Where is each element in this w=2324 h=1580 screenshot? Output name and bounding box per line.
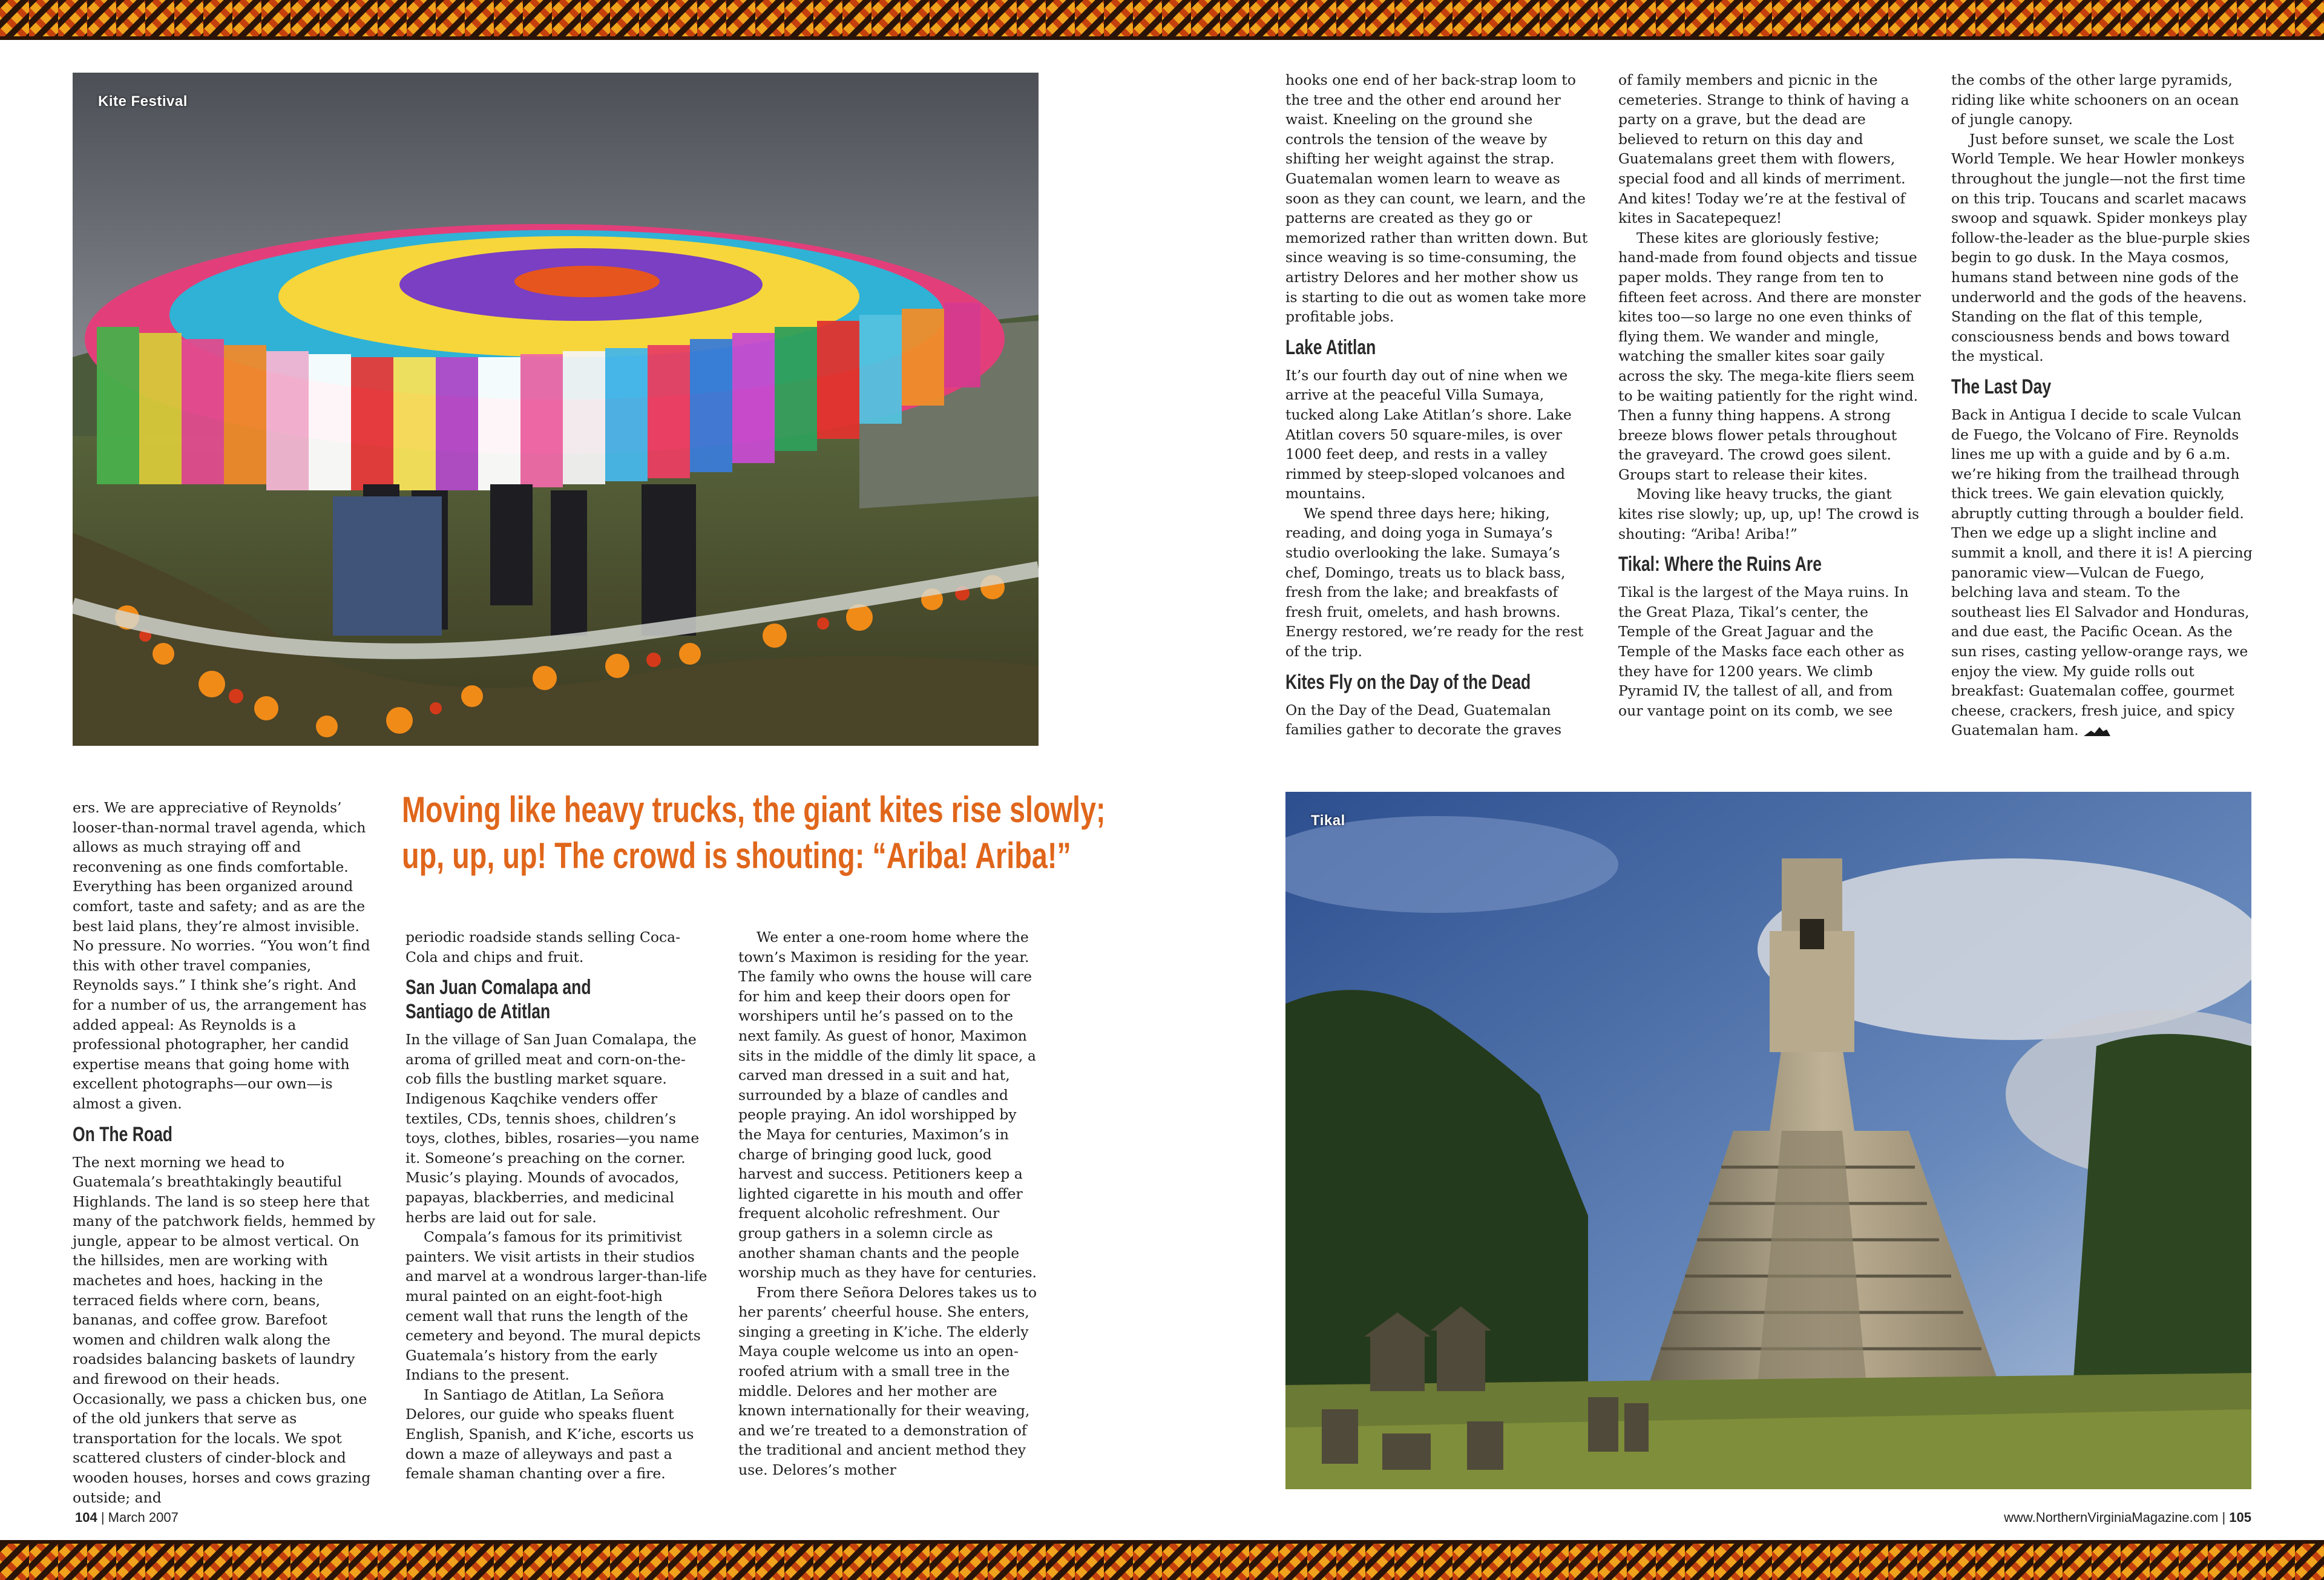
kite-festival-image: [73, 73, 1039, 746]
left-page-column-1: [73, 798, 375, 1507]
right-page-column-3: [1951, 70, 2254, 740]
right-page-column-1: [1285, 70, 1588, 740]
section-heading-tikal: Tikal: Where the Ruins Are: [1618, 553, 1822, 576]
body-paragraph: ers. We are appreciative of Reynolds’ looser-than-normal travel agenda, which allows as much straying off and reconvening as one finds comfortable. Everything has been organized around comfort, taste and safety; and as are the best laid plans, they’re almost invisible. No pressure. No worries. “You won’t find this with other travel companies, Reynolds says.” I think she’s right. And for a number of us, the arrangement has added appeal: As Reynolds is a professional photographer, her candid expertise means that going home with excellent photographs—our own—is almost a given.: [73, 799, 370, 1112]
body-paragraph: We enter a one-room home where the town’s Maximon is residing for the year. The family who owns the house will care for him and keep their doors open for worshipers until he’s passed on to the next family. As guest of honor, Maximon sits in the middle of the dimly lit space, a carved man dressed in a suit and hat, surrounded by a blaze of candles and people praying. An idol worshipped by the Maya for centuries, Maximon’s in charge of bringing good luck, good harvest and success. Petitioners keep a lighted cigarette in his mouth and offer frequent alcoholic refreshment. Our group gathers in a solemn circle as another shaman chants and the people worship much as they have for centuries.: [738, 929, 1037, 1282]
body-paragraph: Compala’s famous for its primitivist painters. We visit artists in their studios and marvel at a wondrous larger-than-life mural painted on an eight-foot-high cement wall that runs the length of the cemetery and beyond. The mural depicts Guatemala’s history from the early Indians to the present.: [405, 1228, 707, 1384]
tikal-temple-photo: [1285, 792, 2251, 1489]
body-paragraph: It’s our fourth day out of nine when we arrive at the peaceful Villa Sumaya, tucked along Lake Atitlan’s shore. Lake Atitlan covers 50 square-miles, is over 1000 feet deep, and rests in a valley rimmed by steep-sloped volcanoes and mountains.: [1285, 366, 1572, 502]
body-paragraph: In Santiago de Atitlan, La Señora Delores, our guide who speaks fluent English, Spanish, and K’iche, escorts us down a maze of alleyways and past a female shaman chanting over a fire.: [405, 1386, 694, 1483]
body-paragraph: Moving like heavy trucks, the giant kites rise slowly; up, up, up! The crowd is shouting: “Ariba! Ariba!”: [1618, 486, 1920, 542]
body-paragraph: From there Señora Delores takes us to her parents’ cheerful house. She enters, singing a greeting in K’iche. The elderly Maya couple welcome us into an open-roofed atrium with a small tree in the middle. Delores and her mother are known internationally for their weaving, and we’re treated to a demonstration of the traditional and ancient method they use. Delores’s mother: [738, 1283, 1037, 1479]
body-paragraph: the combs of the other large pyramids, riding like white schooners on an ocean of jungle canopy.: [1951, 71, 2239, 128]
body-paragraph-text: Back in Antigua I decide to scale Vulcan de Fuego, the Volcano of Fire. Reynolds lines me up with a guide and by 6 a.m. we’re hiking from the trailhead through thick trees. We gain elevation quickly, abruptly cutting through a boulder field. Then we edge up a slight incline and summit a knoll, and there it is! A piercing panoramic view—Vulcan de Fuego, belching lava and steam. To the southeast lies El Salvador and Honduras, and due east, the Pacific Ocean. As the sun rises, casting yellow-orange rays, we enjoy the view. My guide rolls out breakfast: Guatemalan coffee, gourmet cheese, crackers, fresh juice, and spicy Guatemalan ham.: [1951, 406, 2253, 739]
pull-quote: [402, 787, 1106, 879]
section-heading-san-juan-line-2: Santiago de Atitlan: [405, 1000, 551, 1024]
left-page-number: 104: [75, 1510, 97, 1525]
left-page-column-3: [738, 927, 1041, 1480]
body-paragraph: We spend three days here; hiking, reading, and doing yoga in Sumaya’s studio overlooking the lake. Sumaya’s chef, Domingo, treats us to black bass, fresh from the lake; and breakfasts of fresh fruit, omelets, and hash browns. Energy restored, we’re ready for the rest of the trip.: [1285, 504, 1584, 660]
body-paragraph: In the village of San Juan Comalapa, the aroma of grilled meat and corn-on-the-cob fills the bustling market square. Indigenous Kaqchike venders offer textiles, CDs, tennis shoes, children’s toys, clothes, bibles, rosaries—you name it. Someone’s preaching on the corner. Music’s playing. Mounds of avocados, papayas, blackberries, and medicinal herbs are laid out for sale.: [405, 1031, 700, 1226]
kite-photo-caption: Kite Festival: [98, 93, 188, 110]
tikal-image: [1285, 792, 2251, 1489]
body-paragraph: These kites are gloriously festive; hand-made from found objects and tissue paper molds. They range from ten to fifteen feet across. And there are monster kites too—so large no one even thinks of flying them. We wander and mingle, watching the smaller kites soar gaily across the sky. The mega-kite fliers seem to be waiting patiently for the right wind. Then a funny thing happens. A strong breeze blows flower petals throughout the graveyard. The crowd goes silent. Groups start to release their kites.: [1618, 229, 1921, 483]
body-paragraph: Just before sunset, we scale the Lost World Temple. We hear Howler monkeys throughout the jungle—not the first time on this trip. Toucans and scarlet macaws swoop and squawk. Spider monkeys play follow-the-leader as the blue-purple skies begin to go dusk. In the Maya cosmos, humans stand between nine gods of the underworld and the gods of the heavens. Standing on the flat of this temple, consciousness bends and bows toward the mystical.: [1951, 130, 2250, 365]
left-page-column-2: [405, 927, 708, 1484]
section-heading-kites-fly: Kites Fly on the Day of the Dead: [1285, 670, 1531, 694]
body-paragraph: [1951, 405, 2254, 740]
kite-festival-photo: [73, 73, 1039, 746]
pull-quote-line-1: Moving like heavy trucks, the giant kites rise slowly;: [402, 789, 1106, 830]
right-page-number: 105: [2229, 1510, 2251, 1525]
left-page-folio: [75, 1510, 179, 1526]
top-decorative-border: [0, 0, 2324, 36]
right-page-folio: [2004, 1510, 2251, 1526]
body-paragraph: of family members and picnic in the cemeteries. Strange to think of having a party on a grave, but the dead are believed to return on this day and Guatemalans greet them with flowers, special food and all kinds of merriment. And kites! Today we’re at the festival of kites in Sacatepequez!: [1618, 71, 1909, 227]
pull-quote-line-2: up, up, up! The crowd is shouting: “Ariba! Ariba!”: [402, 835, 1071, 876]
bottom-border-rule: [0, 1540, 2324, 1544]
magazine-website: www.NorthernVirginiaMagazine.com |: [2004, 1510, 2230, 1525]
issue-date: | March 2007: [97, 1510, 179, 1525]
body-paragraph: Tikal is the largest of the Maya ruins. In the Great Plaza, Tikal’s center, the Temple of the Great Jaguar and the Temple of the Masks face each other as they have for 1200 years. We climb Pyramid IV, the tallest of all, and from our vantage point on its comb, we see: [1618, 584, 1909, 719]
body-paragraph: On the Day of the Dead, Guatemalan families gather to decorate the graves: [1285, 701, 1562, 739]
section-heading-lake-atitlan: Lake Atitlan: [1285, 335, 1376, 359]
bottom-decorative-border: [0, 1544, 2324, 1580]
section-heading-san-juan-line-1: San Juan Comalapa and: [405, 976, 591, 999]
body-paragraph: hooks one end of her back-strap loom to the tree and the other end around her waist. Kneeling on the ground she controls the tension of the weave by shifting her weight against the strap. Guatemalan women learn to weave as soon as they can count, we learn, and the patterns are created as they go or memorized rather than written down. But since weaving is so time-consuming, the artistry Delores and her mother show us is starting to die out as women take more profitable jobs.: [1285, 71, 1588, 326]
tikal-photo-caption: Tikal: [1311, 812, 1345, 829]
right-page-column-2: [1618, 70, 1921, 720]
body-paragraph: periodic roadside stands selling Coca-Cola and chips and fruit.: [405, 929, 681, 966]
body-paragraph: The next morning we head to Guatemala’s breathtakingly beautiful Highlands. The land is so steep here that many of the patchwork fields, hemmed by jungle, appear to be almost vertical. On the hillsides, men are working with machetes and hoes, hacking in the terraced fields where corn, beans, bananas, and coffee grow. Barefoot women and children walk along the roadsides balancing baskets of laundry and firewood on their heads. Occasionally, we pass a chicken bus, one of the old junkers that serve as transportation for the locals. We spot scattered clusters of cinder-block and wooden houses, horses and cows grazing outside; and: [73, 1153, 375, 1506]
section-heading-on-the-road: On The Road: [73, 1122, 173, 1146]
end-mark-icon: [2084, 726, 2110, 737]
section-heading-last-day: The Last Day: [1951, 375, 2052, 398]
top-border-rule: [0, 36, 2324, 40]
